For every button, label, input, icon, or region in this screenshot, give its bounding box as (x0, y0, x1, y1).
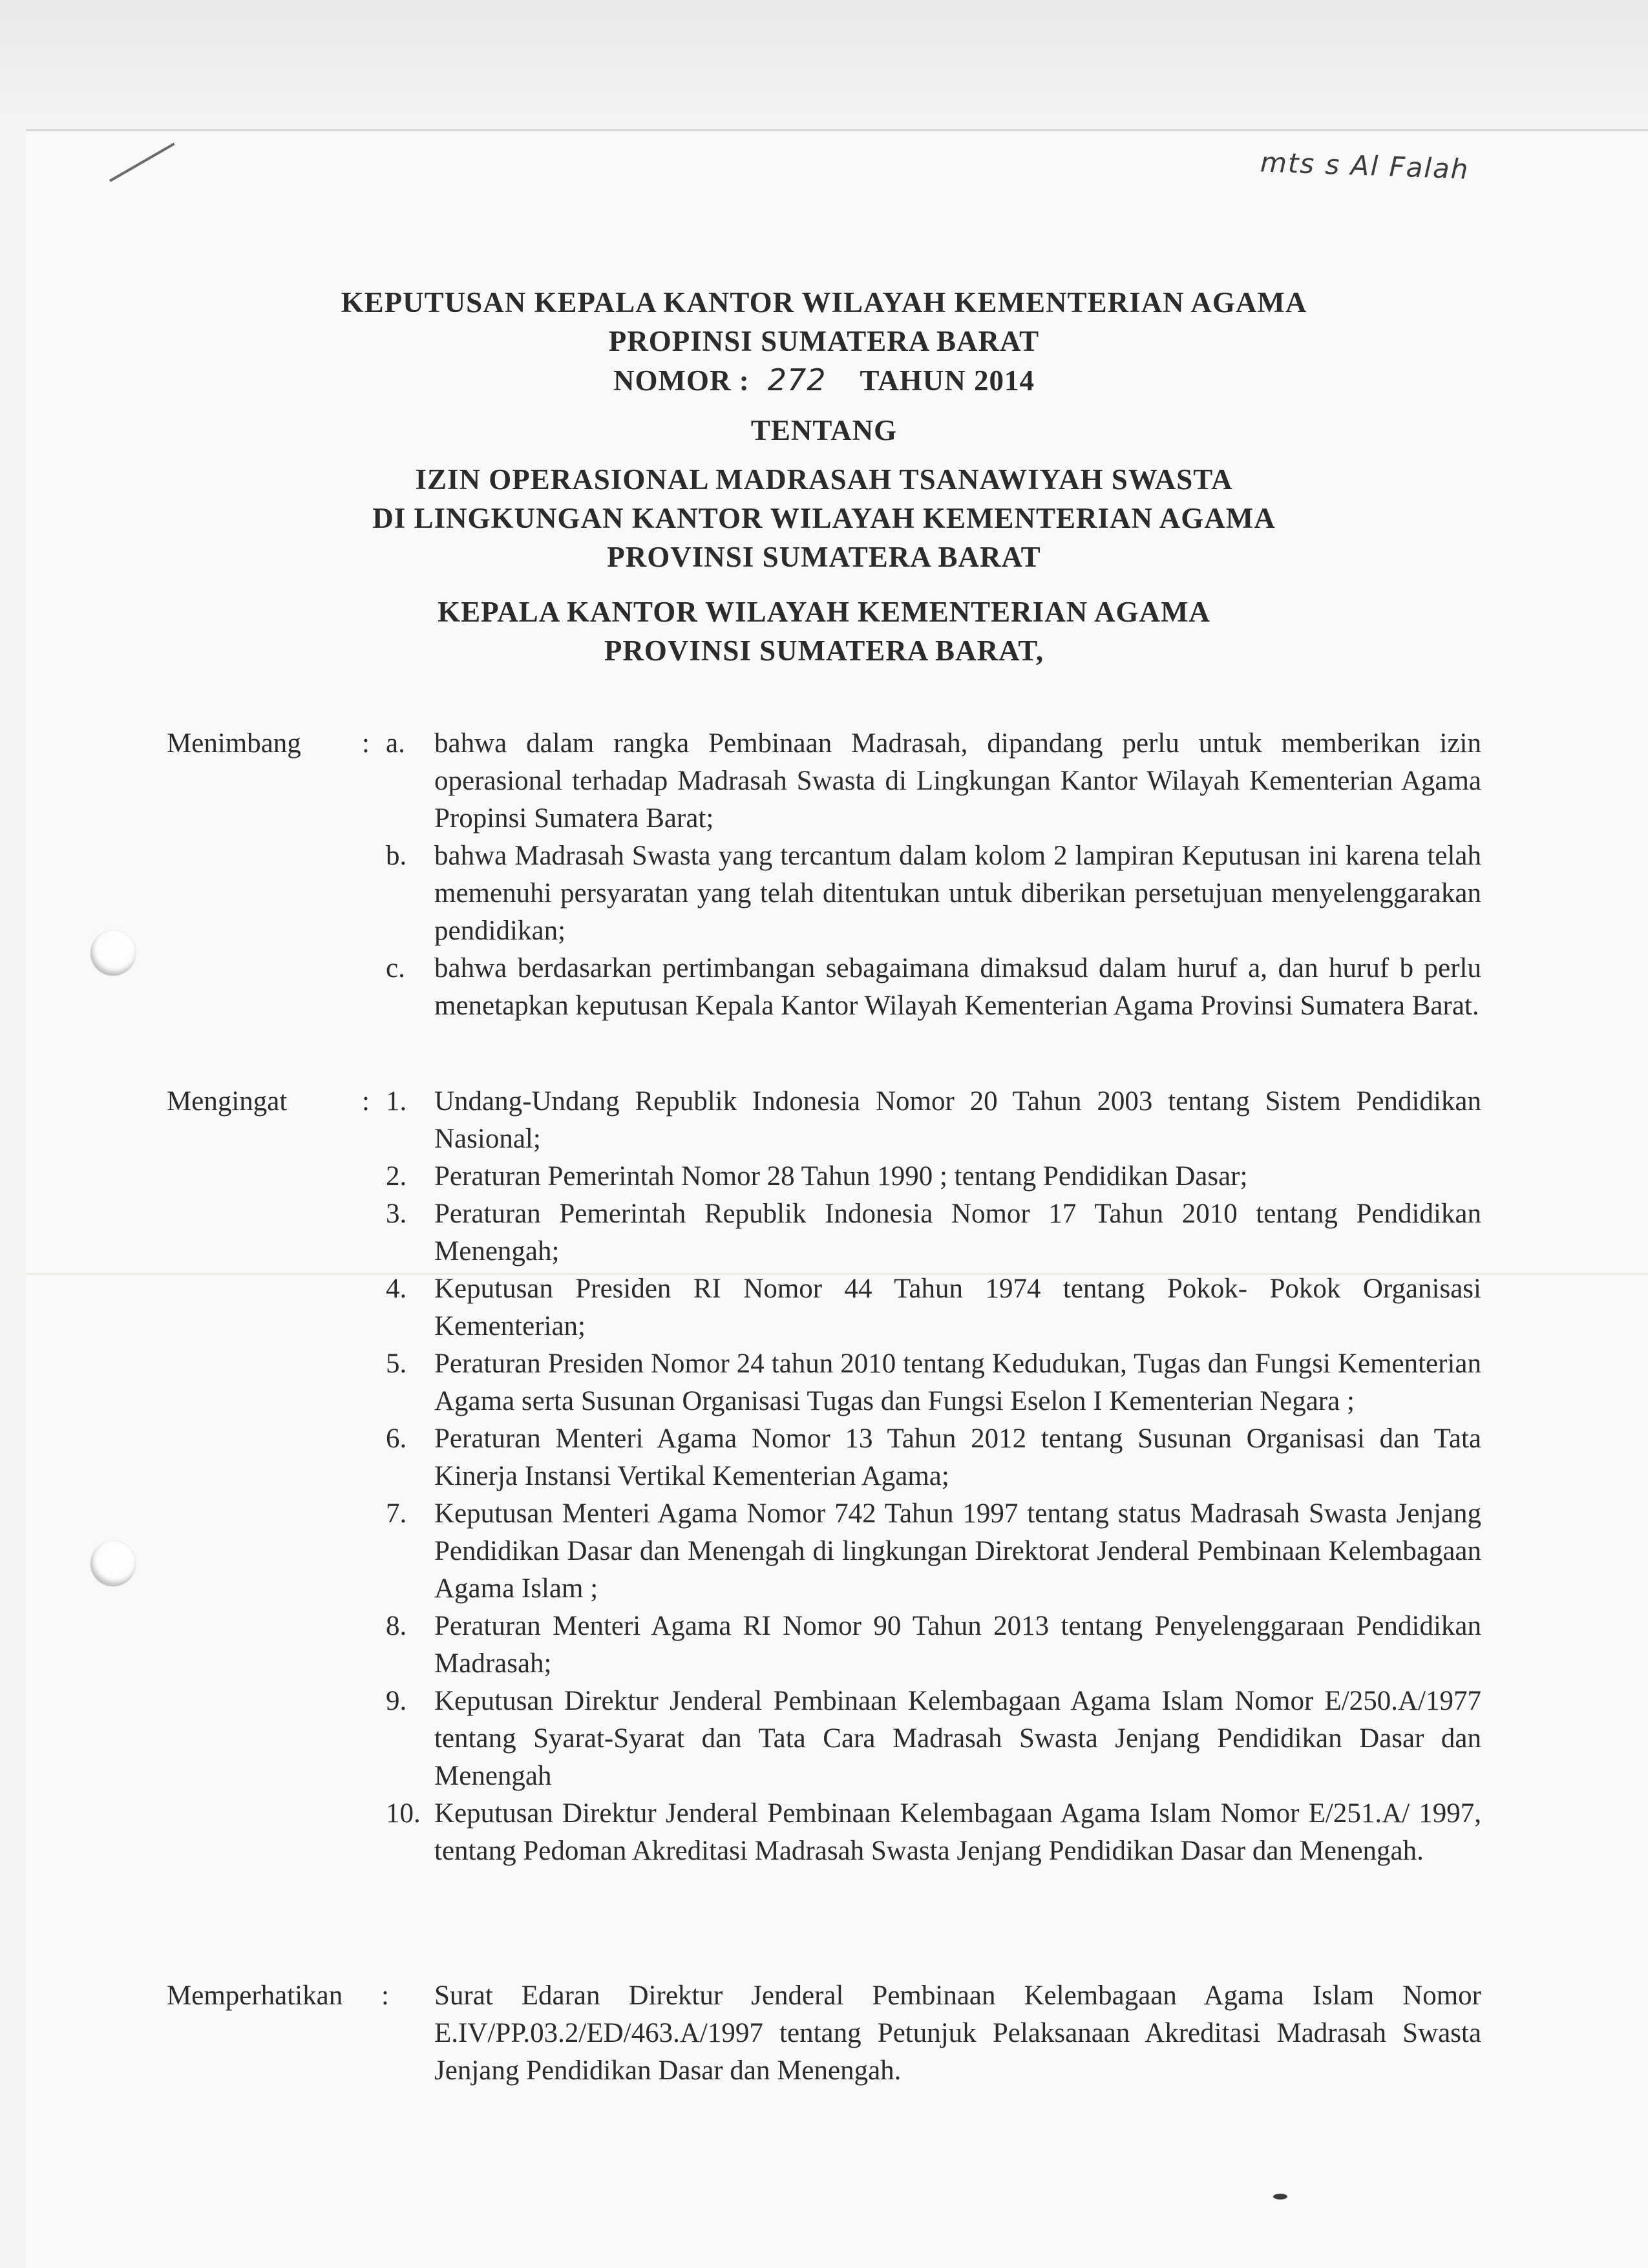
item-text: Peraturan Pemerintah Nomor 28 Tahun 1990 ; tentang Pendidikan Dasar; (434, 1161, 1248, 1192)
item-marker: 1. (386, 1086, 407, 1117)
item-marker: 10. (386, 1798, 421, 1829)
list-item (386, 1495, 1481, 1608)
item-marker: 4. (386, 1274, 407, 1304)
memperhatikan-text: Surat Edaran Direktur Jenderal Pembinaan Kelembagaan Agama Islam Nomor E.IV/PP.03.2/ED/463.A/1997 tentang Petunjuk Pelaksanaan Akreditasi Madrasah Swasta Jenjang Pendidikan Dasar dan Menengah. (434, 1980, 1481, 2086)
list-item (386, 1795, 1481, 1870)
item-text: Keputusan Direktur Jenderal Pembinaan Kelembagaan Agama Islam Nomor E/250.A/1977 tentang Syarat-Syarat dan Tata Cara Madrasah Swasta Jenjang Pendidikan Dasar dan Menengah (434, 1686, 1481, 1791)
item-marker: 3. (386, 1199, 407, 1229)
subject-line-1: IZIN OPERASIONAL MADRASAH TSANAWIYAH SWASTA (415, 463, 1233, 496)
subject-line-3: PROVINSI SUMATERA BARAT (607, 541, 1041, 573)
issuer-line-1: KEPALA KANTOR WILAYAH KEMENTERIAN AGAMA (438, 596, 1210, 628)
list-item (386, 837, 1481, 950)
title-line-2: PROPINSI SUMATERA BARAT (608, 325, 1040, 357)
item-text: Undang-Undang Republik Indonesia Nomor 20 Tahun 2003 tentang Sistem Pendidikan Nasional; (434, 1086, 1481, 1154)
list-item (386, 1420, 1481, 1495)
nomor-value: 272 (767, 362, 827, 397)
item-marker: 2. (386, 1161, 407, 1192)
title-line-1: KEPUTUSAN KEPALA KANTOR WILAYAH KEMENTERIAN AGAMA (341, 286, 1307, 319)
decree-title (0, 283, 1648, 400)
scan-background (0, 0, 1648, 129)
item-text: bahwa Madrasah Swasta yang tercantum dalam kolom 2 lampiran Keputusan ini karena telah memenuhi persyaratan yang telah ditentukan untuk diberikan persetujuan menyelenggarakan pendidikan; (434, 841, 1481, 946)
item-text: Keputusan Menteri Agama Nomor 742 Tahun 1997 tentang status Madrasah Swasta Jenjang Pendidikan Dasar dan Menengah di lingkungan Direktorat Jenderal Pembinaan Kelembagaan Agama Islam ; (434, 1498, 1481, 1604)
item-marker: 7. (386, 1498, 407, 1529)
list-item (386, 725, 1481, 837)
item-marker: 8. (386, 1611, 407, 1641)
punch-hole-lower (90, 1541, 136, 1586)
item-text: Peraturan Presiden Nomor 24 tahun 2010 tentang Kedudukan, Tugas dan Fungsi Kementerian Agama serta Susunan Organisasi Tugas dan Fungsi Eselon I Kementerian Negara ; (434, 1349, 1481, 1416)
list-item (386, 1270, 1481, 1345)
item-text: Keputusan Presiden RI Nomor 44 Tahun 1974 tentang Pokok- Pokok Organisasi Kementerian; (434, 1274, 1481, 1341)
mengingat-label: Mengingat (167, 1086, 288, 1117)
item-text: bahwa berdasarkan pertimbangan sebagaimana dimaksud dalam huruf a, dan huruf b perlu menetapkan keputusan Kepala Kantor Wilayah Kementerian Agama Provinsi Sumatera Barat. (434, 953, 1481, 1021)
tentang-heading: TENTANG (750, 414, 898, 446)
nomor-label: NOMOR : (613, 364, 750, 397)
item-marker: a. (386, 728, 405, 759)
handwritten-note: mts s Al Falah (1260, 146, 1470, 185)
list-item (386, 1195, 1481, 1270)
ink-smudge (1273, 2194, 1287, 2200)
list-item (386, 950, 1481, 1025)
list-item (386, 1608, 1481, 1683)
menimbang-label: Menimbang (167, 728, 301, 759)
item-text: Keputusan Direktur Jenderal Pembinaan Kelembagaan Agama Islam Nomor E/251.A/ 1997, tentang Pedoman Akreditasi Madrasah Swasta Jenjang Pendidikan Dasar dan Menengah. (434, 1798, 1481, 1866)
memperhatikan-label: Memperhatikan (167, 1980, 343, 2011)
item-text: Peraturan Menteri Agama Nomor 13 Tahun 2012 tentang Susunan Organisasi dan Tata Kinerja Instansi Vertikal Kementerian Agama; (434, 1423, 1481, 1491)
item-text: Peraturan Pemerintah Republik Indonesia Nomor 17 Tahun 2010 tentang Pendidikan Menengah; (434, 1199, 1481, 1266)
item-marker: 9. (386, 1686, 407, 1716)
mengingat-list (386, 1083, 1481, 1870)
list-item (386, 1345, 1481, 1420)
decree-subject (0, 460, 1648, 576)
list-item (386, 1158, 1481, 1195)
item-text: bahwa dalam rangka Pembinaan Madrasah, dipandang perlu untuk memberikan izin operasional terhadap Madrasah Swasta di Lingkungan Kantor Wilayah Kementerian Agama Propinsi Sumatera Barat; (434, 728, 1481, 834)
subject-line-2: DI LINGKUNGAN KANTOR WILAYAH KEMENTERIAN AGAMA (372, 502, 1276, 534)
decree-number-line (0, 361, 1648, 400)
issuer-heading (0, 593, 1648, 670)
list-item (386, 1083, 1481, 1158)
mengingat-colon: : (362, 1086, 370, 1117)
item-marker: 6. (386, 1423, 407, 1454)
menimbang-list (386, 725, 1481, 1025)
menimbang-colon: : (362, 728, 370, 759)
item-marker: b. (386, 841, 407, 871)
item-text: Peraturan Menteri Agama RI Nomor 90 Tahun 2013 tentang Penyelenggaraan Pendidikan Madrasah; (434, 1611, 1481, 1679)
item-marker: c. (386, 953, 405, 983)
memperhatikan-colon: : (381, 1980, 389, 2011)
tahun-label: TAHUN 2014 (860, 364, 1035, 397)
punch-hole-upper (90, 930, 136, 976)
list-item (386, 1683, 1481, 1795)
issuer-line-2: PROVINSI SUMATERA BARAT, (604, 635, 1044, 667)
item-marker: 5. (386, 1349, 407, 1379)
